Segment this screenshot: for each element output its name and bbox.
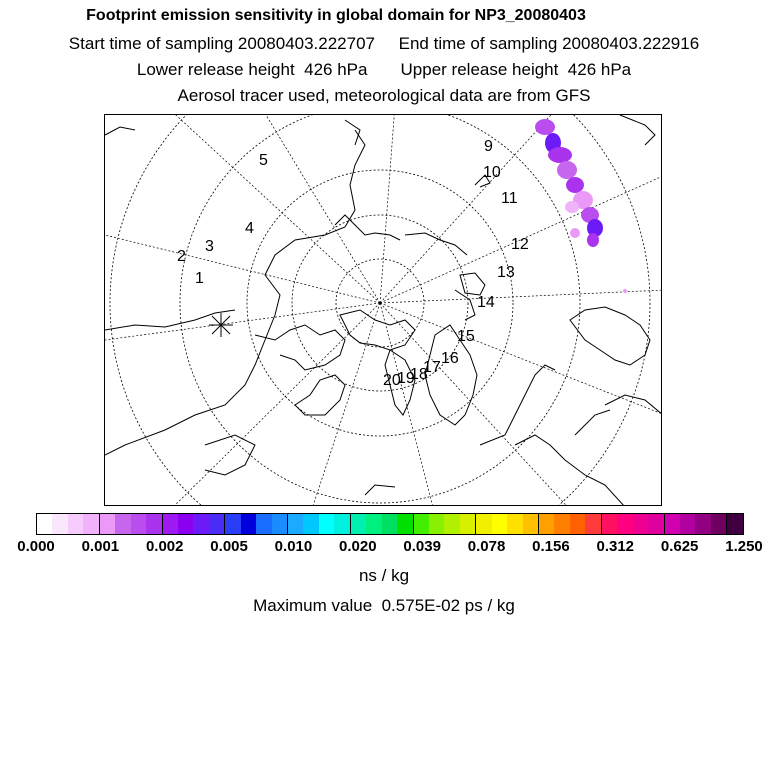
coastlines	[105, 115, 662, 506]
asterisk-icon	[209, 313, 233, 337]
colorbar-cell	[209, 514, 225, 534]
colorbar-cell	[665, 514, 680, 534]
colorbar-cell	[397, 514, 413, 534]
traj-label-13: 13	[497, 264, 515, 281]
colorbar-cell	[100, 514, 115, 534]
lat-circle-50	[180, 115, 580, 503]
colorbar-tick-label: 0.000	[17, 538, 55, 555]
colorbar-tick-label: 0.010	[274, 538, 313, 555]
colorbar-cell	[52, 514, 67, 534]
colorbar-cell	[602, 514, 617, 534]
colorbar-cell	[570, 514, 585, 534]
colorbar-tick-label: 0.312	[596, 538, 635, 555]
maximum-value-label: Maximum value 0.575E-02 ps / kg	[253, 596, 515, 615]
colorbar-cell	[585, 514, 601, 534]
colorbar-cell	[414, 514, 429, 534]
traj-label-3: 3	[205, 238, 214, 255]
colorbar-cell	[146, 514, 162, 534]
colorbar-cell	[178, 514, 193, 534]
colorbar-units: ns / kg	[358, 566, 410, 585]
colorbar-cell	[351, 514, 366, 534]
colorbar-cell	[617, 514, 632, 534]
release-height-line: Lower release height 426 hPa Upper release height 426 hPa	[136, 60, 632, 79]
colorbar-cell	[444, 514, 459, 534]
colorbar-cell	[37, 514, 52, 534]
colorbar-tick-label: 0.156	[532, 538, 570, 555]
traj-label-1: 1	[195, 270, 204, 287]
trajectory-labels	[177, 138, 529, 389]
colorbar-cell	[429, 514, 444, 534]
colorbar-cell	[288, 514, 303, 534]
colorbar-cell	[334, 514, 350, 534]
colorbar-tick-label: 0.001	[81, 538, 120, 555]
colorbar-cell	[492, 514, 507, 534]
colorbar-cell	[476, 514, 491, 534]
traj-label-17: 17	[423, 359, 441, 376]
footprint-map	[104, 114, 662, 506]
colorbar-tick-label: 0.005	[210, 538, 248, 555]
colorbar-cell	[633, 514, 648, 534]
colorbar-tick-label: 0.078	[467, 538, 506, 555]
traj-label-5: 5	[259, 152, 268, 169]
colorbar-cell	[382, 514, 397, 534]
colorbar-cell	[272, 514, 288, 534]
traj-label-19: 19	[397, 370, 415, 387]
colorbar-cell	[68, 514, 83, 534]
traj-label-18: 18	[410, 366, 428, 383]
colorbar-cell	[554, 514, 569, 534]
traj-label-15: 15	[457, 328, 475, 345]
colorbar-tick-label: 0.020	[339, 538, 377, 555]
traj-label-2: 2	[177, 248, 186, 265]
colorbar-cell	[460, 514, 476, 534]
tracer-info-line: Aerosol tracer used, meteorological data are from GFS	[177, 86, 591, 105]
colorbar-cell	[225, 514, 240, 534]
colorbar-cell	[711, 514, 727, 534]
colorbar-tick-label: 0.039	[403, 538, 441, 555]
colorbar-cell	[727, 514, 742, 534]
colorbar-cell	[366, 514, 381, 534]
colorbar-cell	[648, 514, 664, 534]
traj-label-20: 20	[383, 372, 401, 389]
colorbar-cell	[680, 514, 695, 534]
meridian-lines	[105, 115, 662, 506]
traj-label-11: 11	[501, 190, 518, 207]
sensitivity-plume	[535, 119, 627, 293]
colorbar-tick-label: 0.625	[660, 538, 699, 555]
colorbar-cell	[163, 514, 178, 534]
colorbar-cell	[303, 514, 318, 534]
sampling-time-line: Start time of sampling 20080403.222707 End time of sampling 20080403.222916	[68, 34, 700, 53]
plot-title: Footprint emission sensitivity in global domain for NP3_20080403	[86, 7, 586, 24]
colorbar-cell	[539, 514, 554, 534]
traj-label-4: 4	[245, 220, 254, 237]
colorbar-cell	[115, 514, 130, 534]
colorbar-cell	[83, 514, 99, 534]
colorbar-cell	[523, 514, 539, 534]
traj-label-9: 9	[484, 138, 493, 155]
colorbar	[36, 513, 744, 535]
colorbar-cell	[319, 514, 334, 534]
colorbar-cell	[256, 514, 271, 534]
colorbar-tick-label: 1.250	[725, 538, 763, 555]
colorbar-cell	[193, 514, 208, 534]
traj-label-10: 10	[483, 164, 501, 181]
traj-label-16: 16	[441, 350, 459, 367]
colorbar-cell	[695, 514, 710, 534]
colorbar-cell	[241, 514, 256, 534]
traj-label-12: 12	[511, 236, 529, 253]
colorbar-tick-label: 0.002	[145, 538, 184, 555]
traj-label-14: 14	[477, 294, 495, 311]
colorbar-cell	[131, 514, 146, 534]
colorbar-cell	[507, 514, 522, 534]
